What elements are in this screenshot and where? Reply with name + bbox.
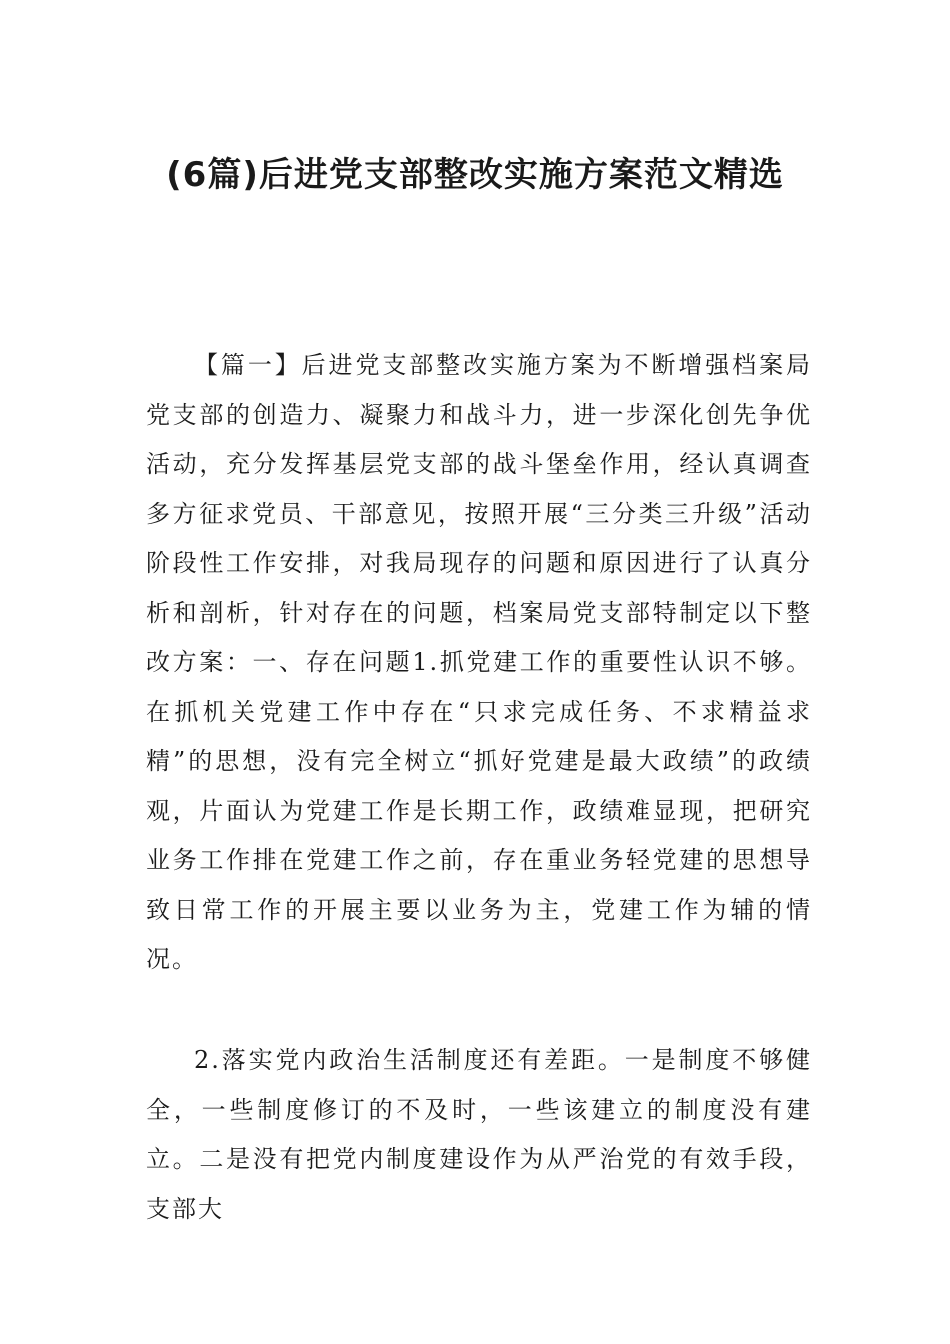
paragraph-2: 2.落实党内政治生活制度还有差距。一是制度不够健全，一些制度修订的不及时，一些该建立的制度没有建立。二是没有把党内制度建设作为从严治党的有效手段，支部大 bbox=[146, 1046, 812, 1223]
document-title: (6篇)后进党支部整改实施方案范文精选 bbox=[166, 155, 784, 195]
paragraph-1: 【篇一】后进党支部整改实施方案为不断增强档案局党支部的创造力、凝聚力和战斗力，进一步深化创先争优活动，充分发挥基层党支部的战斗堡垒作用，经认真调查多方征求党员、干部意见，按照开展“三分类三升级”活动阶段性工作安排，对我局现存的问题和原因进行了认真分析和剖析，针对存在的问题，档案局党支部特制定以下整改方案：一、存在问题1.抓党建工作的重要性认识不够。在抓机关党建工作中存在“只求完成任务、不求精益求精”的思想，没有完全树立“抓好党建是最大政绩”的政绩观，片面认为党建工作是长期工作，政绩难显现，把研究业务工作排在党建工作之前，存在重业务轻党建的思想导致日常工作的开展主要以业务为主，党建工作为辅的情况。 bbox=[146, 351, 812, 973]
